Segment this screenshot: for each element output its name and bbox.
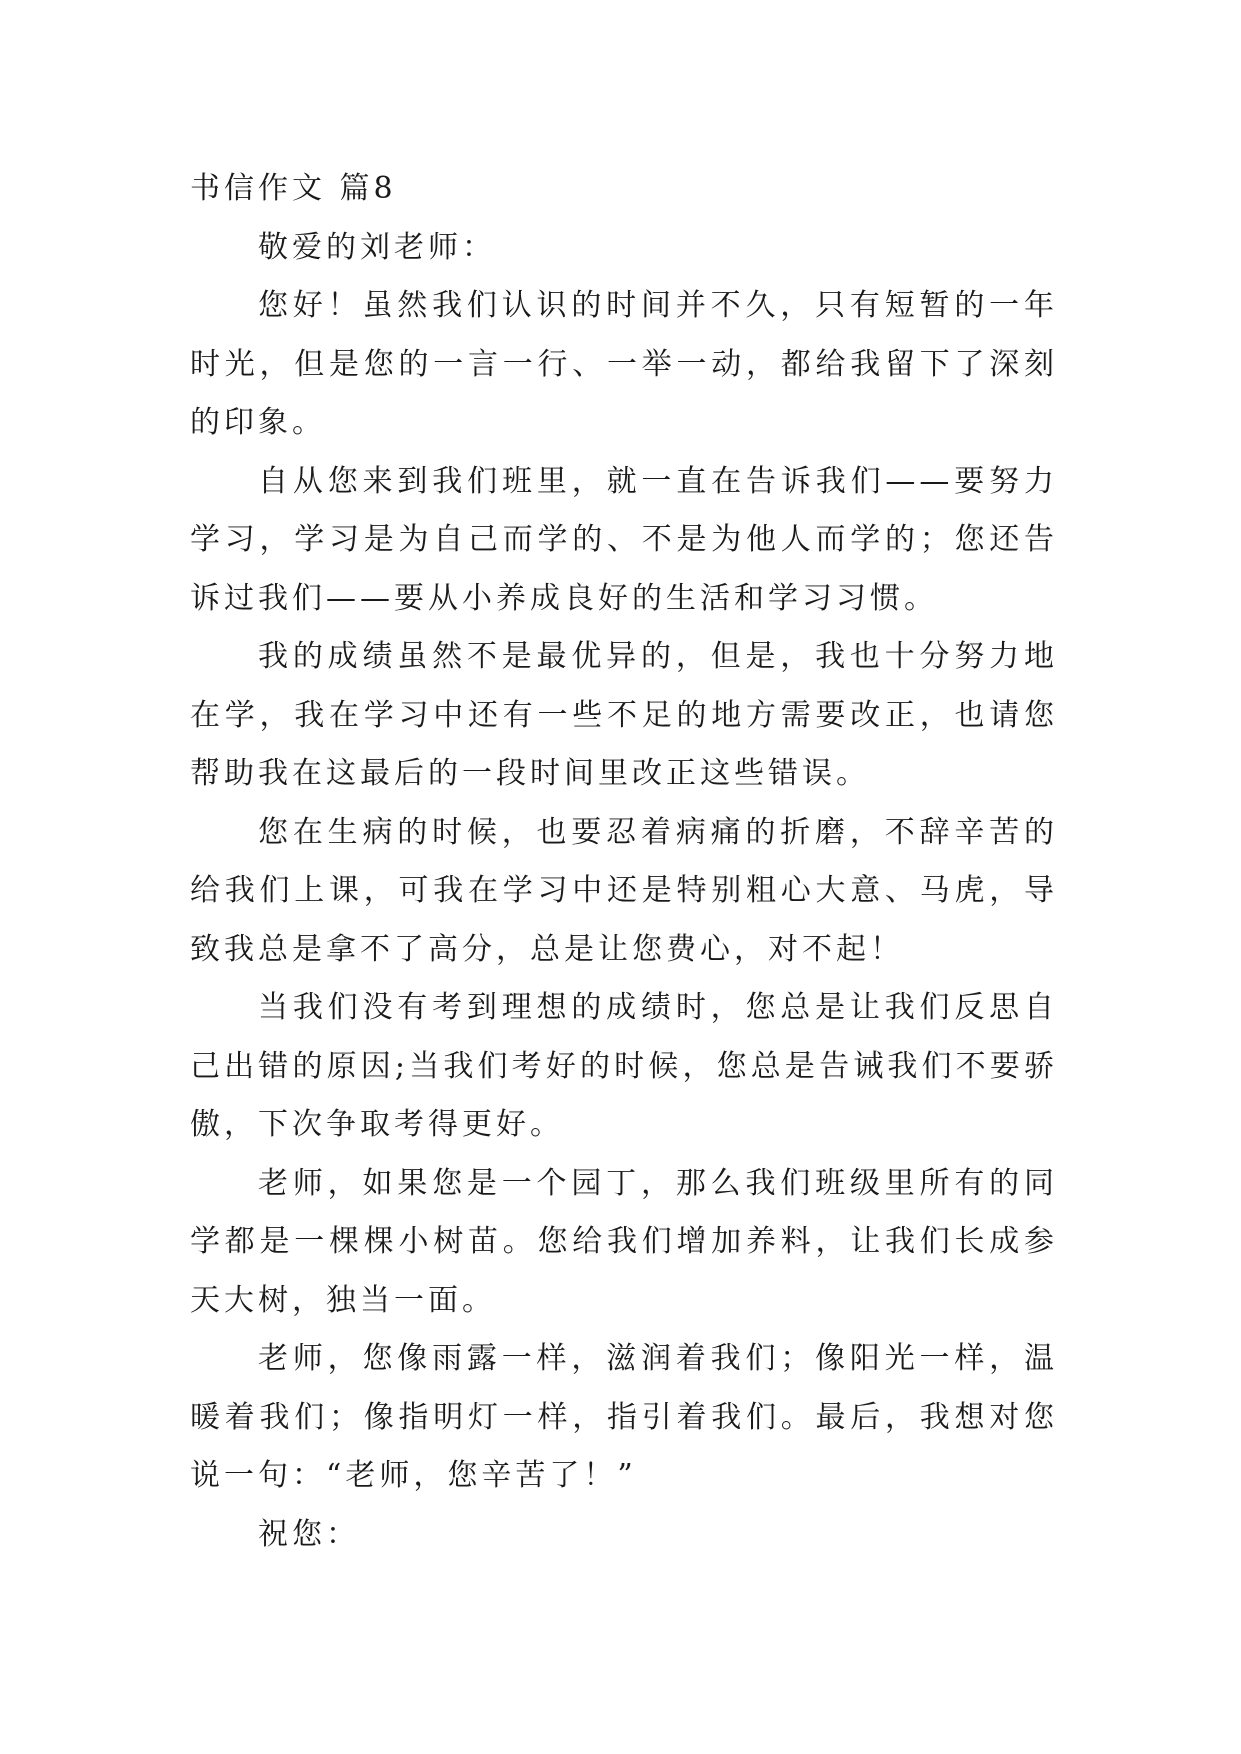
letter-paragraph: 您好！虽然我们认识的时间并不久，只有短暂的一年时光，但是您的一言一行、一举一动，都给我留下了深刻的印象。 xyxy=(190,288,1058,440)
document-title: 书信作文 篇8 xyxy=(190,171,397,206)
letter-document xyxy=(190,160,1058,1564)
letter-paragraph: 老师，如果您是一个园丁，那么我们班级里所有的同学都是一棵棵小树苗。您给我们增加养料，让我们长成参天大树，独当一面。 xyxy=(190,1165,1058,1318)
letter-paragraph: 您在生病的时候，也要忍着病痛的折磨，不辞辛苦的给我们上课，可我在学习中还是特别粗心大意、马虎，导致我总是拿不了高分，总是让您费心，对不起！ xyxy=(190,814,1058,967)
letter-salutation: 敬爱的刘老师： xyxy=(258,229,496,265)
letter-paragraph: 自从您来到我们班里，就一直在告诉我们——要努力学习，学习是为自己而学的、不是为他人而学的；您还告诉过我们——要从小养成良好的生活和学习习惯。 xyxy=(190,463,1058,616)
letter-closing: 祝您： xyxy=(258,1516,360,1552)
letter-paragraph: 老师，您像雨露一样，滋润着我们；像阳光一样，温暖着我们；像指明灯一样，指引着我们。最后，我想对您说一句：“老师，您辛苦了！” xyxy=(190,1341,1058,1493)
letter-paragraph: 我的成绩虽然不是最优异的，但是，我也十分努力地在学，我在学习中还有一些不足的地方需要改正，也请您帮助我在这最后的一段时间里改正这些错误。 xyxy=(190,639,1058,791)
letter-paragraph: 当我们没有考到理想的成绩时，您总是让我们反思自己出错的原因;当我们考好的时候，您总是告诫我们不要骄傲，下次争取考得更好。 xyxy=(190,990,1058,1142)
